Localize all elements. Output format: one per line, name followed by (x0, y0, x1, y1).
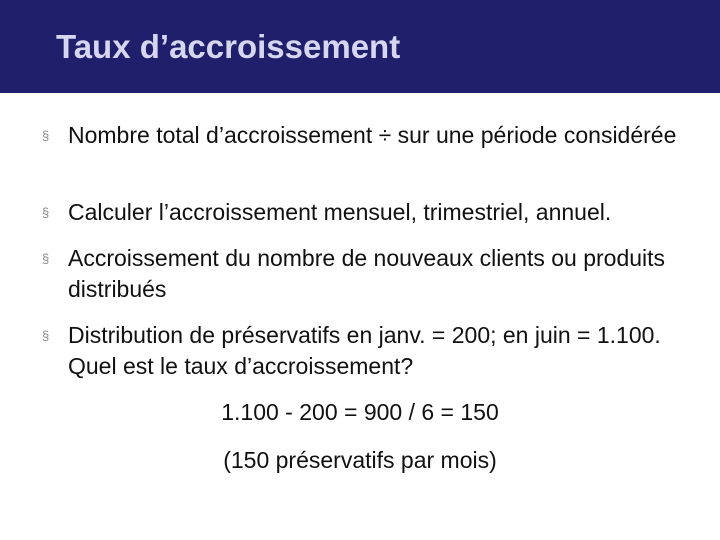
result-line: (150 préservatifs par mois) (223, 447, 497, 473)
bullet-item (42, 197, 682, 228)
bullet-marker-icon: § (42, 251, 50, 266)
bullet-text: Distribution de préservatifs en janv. = 200; en juin = 1.100. Quel est le taux d’accroissement? (68, 322, 661, 379)
bullet-item (42, 320, 682, 382)
bullet-text: Accroissement du nombre de nouveaux clients ou produits distribués (68, 245, 666, 302)
bullet-marker-icon: § (42, 128, 50, 143)
bullet-item (42, 120, 682, 151)
bullet-item (42, 243, 682, 305)
bullet-marker-icon: § (42, 328, 50, 343)
bullet-text: Nombre total d’accroissement ÷ sur une période considérée (68, 122, 677, 148)
calculation-line: 1.100 - 200 = 900 / 6 = 150 (221, 399, 499, 425)
title-bar (0, 0, 720, 93)
bullet-text: Calculer l’accroissement mensuel, trimestriel, annuel. (68, 199, 612, 225)
bullet-marker-icon: § (42, 205, 50, 220)
slide-title: Taux d’accroissement (56, 28, 401, 65)
